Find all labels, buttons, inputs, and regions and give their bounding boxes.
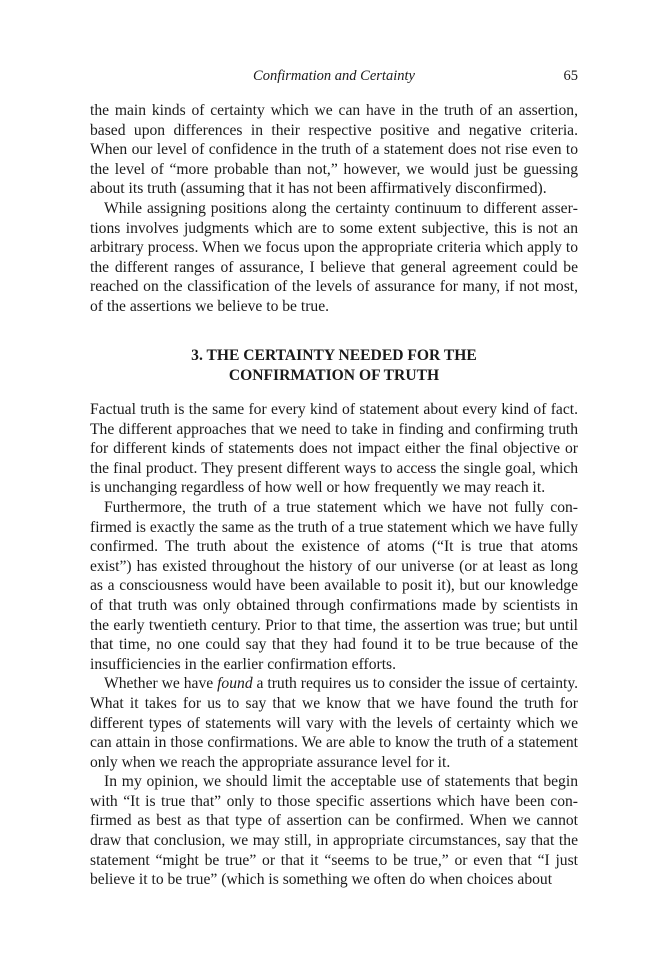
- emphasis-text: found: [217, 675, 253, 693]
- intro-text: [90, 101, 578, 317]
- running-title: Confirmation and Certainty: [253, 68, 415, 84]
- page-number: 65: [563, 68, 578, 84]
- text-run: a truth requires us to consider the issue of certainty. What it takes for us to say that we know that we have found the truth for different types of statements will vary with the levels of certainty which we can attain in those confirmations. We are able to know the truth of a statement only when we reach the appropriate assurance level for it.: [90, 675, 578, 771]
- section-heading-line: 3. THE CERTAINTY NEEDED FOR THE: [191, 347, 477, 364]
- section-heading-line: CONFIRMATION OF TRUTH: [228, 366, 440, 384]
- text-run: Whether we have: [104, 675, 218, 693]
- paragraph: While assigning positions along the certainty continuum to different assertions involves judgments which are to some extent subjective, this is not an arbitrary process. When we focus upon the appropriate criteria which apply to the different ranges of assurance, I believe that general agreement could be reached on the classification of the levels of assurance for many, if not most, of the assertions we believe to be true.: [90, 199, 578, 315]
- paragraph: Furthermore, the truth of a true statement which we have not fully confirmed is exactly the same as the truth of a true statement which we have fully confirmed. The truth about the existence of atoms (“It is true that atoms exist”) has existed throughout the history of our universe (or at least as long as a consciousness would have been available to posit it), but our knowledge of that truth was only obtained through confirmations made by scientists in the early twentieth century. Prior to that time, the assertion was true; but until that time, no one could say that they had found it to be true because of the insufficiencies in the earlier confirmation efforts.: [90, 498, 578, 673]
- paragraph: Factual truth is the same for every kind of statement about every kind of fact. The different approaches that we need to take in finding and confirming truth for different kinds of statements does not impact either the final objective or the final product. They present different ways to access the single goal, which is unchanging regardless of how well or how frequently we may reach it.: [90, 401, 578, 497]
- paragraph: the main kinds of certainty which we can have in the truth of an assertion, based upon differences in their respective positive and negative criteria. When our level of confidence in the truth of a statement does not rise even to the level of “more probable than not,” however, we would just be guessing about its truth (assuming that it has not been affirmatively disconfirmed).: [90, 102, 578, 198]
- running-header: [90, 68, 578, 88]
- paragraph: In my opinion, we should limit the acceptable use of statements that begin with “It is true that” only to those specific assertions which have been confirmed as best as that type of assertion can be confirmed. When we cannot draw that conclusion, we may still, in appropriate circumstances, say that the statement “might be true” or that it “seems to be true,” or even that “I just believe it to be true” (which is something we often do when choices about: [90, 773, 578, 889]
- section-text: [90, 400, 578, 890]
- section-heading: [90, 346, 578, 385]
- paragraph: [90, 674, 578, 772]
